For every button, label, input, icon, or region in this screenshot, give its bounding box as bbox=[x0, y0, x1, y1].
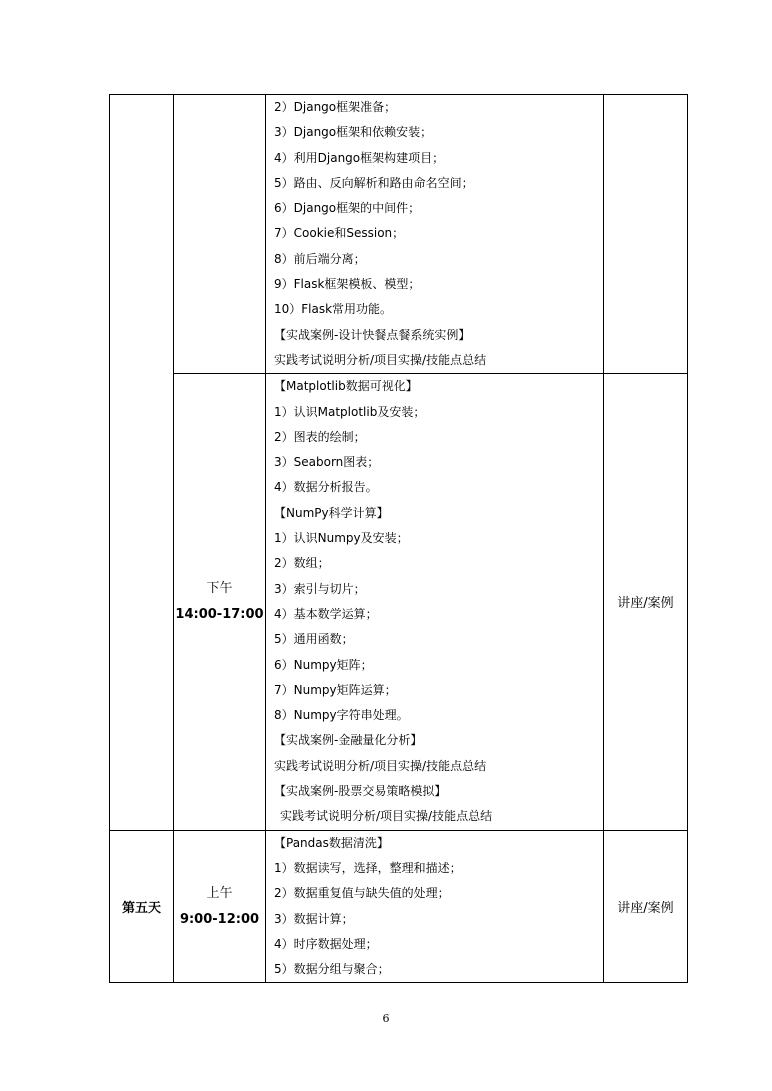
content-item: 【实战案例-股票交易策略模拟】 bbox=[274, 784, 447, 799]
content-item: 9）Flask框架模板、模型； bbox=[274, 277, 421, 292]
time-range: 14:00-17:00 bbox=[175, 606, 264, 622]
period-label: 上午 bbox=[206, 885, 233, 901]
content-item: 3）数据计算； bbox=[274, 911, 354, 926]
method-cell bbox=[604, 95, 688, 374]
content-item: 【Matplotlib数据可视化】 bbox=[274, 379, 418, 394]
content-item: 2）数据重复值与缺失值的处理； bbox=[274, 886, 450, 901]
period-label: 下午 bbox=[206, 580, 233, 596]
content-item: 3）Seaborn图表； bbox=[274, 455, 380, 470]
content-item: 10）Flask常用功能。 bbox=[274, 302, 393, 317]
table-row bbox=[110, 830, 688, 983]
method-cell: 讲座/案例 bbox=[604, 830, 688, 983]
time-cell bbox=[174, 95, 266, 374]
day-cell bbox=[110, 95, 174, 831]
content-item: 【实战案例-金融量化分析】 bbox=[274, 733, 423, 748]
content-item: 5）通用函数； bbox=[274, 632, 354, 647]
content-item: 4）利用Django框架构建项目； bbox=[274, 150, 445, 165]
content-item: 2）数组； bbox=[274, 556, 330, 571]
content-cell bbox=[266, 830, 604, 983]
content-item: 3）索引与切片； bbox=[274, 581, 366, 596]
content-item: 实践考试说明分析/项目实操/技能点总结 bbox=[274, 758, 487, 773]
content-item: 2）图表的绘制； bbox=[274, 429, 366, 444]
content-item: 【实战案例-设计快餐点餐系统实例】 bbox=[274, 327, 471, 342]
content-item: 1）数据读写，选择，整理和描述； bbox=[274, 860, 462, 875]
content-item: 3）Django框架和依赖安装； bbox=[274, 125, 433, 140]
day-cell: 第五天 bbox=[110, 830, 174, 983]
content-item: 1）认识Matplotlib及安装； bbox=[274, 404, 426, 419]
content-item: 8）Numpy字符串处理。 bbox=[274, 708, 409, 723]
time-range: 9:00-12:00 bbox=[179, 911, 260, 927]
content-item: 6）Numpy矩阵； bbox=[274, 657, 373, 672]
content-cell bbox=[266, 374, 604, 830]
page-number: 6 bbox=[382, 1012, 390, 1025]
content-item: 实践考试说明分析/项目实操/技能点总结 bbox=[280, 809, 493, 824]
content-item: 2）Django框架准备； bbox=[274, 100, 397, 114]
content-item: 【NumPy科学计算】 bbox=[274, 505, 389, 520]
content-item: 5）路由、反向解析和路由命名空间； bbox=[274, 175, 474, 190]
table-row bbox=[110, 95, 688, 374]
content-item: 7）Numpy矩阵运算； bbox=[274, 682, 397, 697]
content-item: 【Pandas数据清洗】 bbox=[274, 835, 389, 850]
table-row bbox=[110, 374, 688, 830]
content-item: 4）基本数学运算； bbox=[274, 606, 378, 621]
content-item: 6）Django框架的中间件； bbox=[274, 201, 421, 216]
content-item: 5）数据分组与聚合； bbox=[274, 962, 390, 977]
content-item: 1）认识Numpy及安装； bbox=[274, 531, 409, 546]
content-item: 7）Cookie和Session； bbox=[274, 226, 405, 241]
method-cell: 讲座/案例 bbox=[604, 374, 688, 830]
content-cell bbox=[266, 95, 604, 374]
content-item: 4）时序数据处理； bbox=[274, 936, 378, 951]
content-item: 实践考试说明分析/项目实操/技能点总结 bbox=[274, 352, 487, 367]
schedule-table bbox=[109, 94, 688, 983]
time-cell bbox=[174, 374, 266, 830]
time-cell bbox=[174, 830, 266, 983]
content-item: 8）前后端分离； bbox=[274, 251, 366, 266]
content-item: 4）数据分析报告。 bbox=[274, 480, 378, 495]
